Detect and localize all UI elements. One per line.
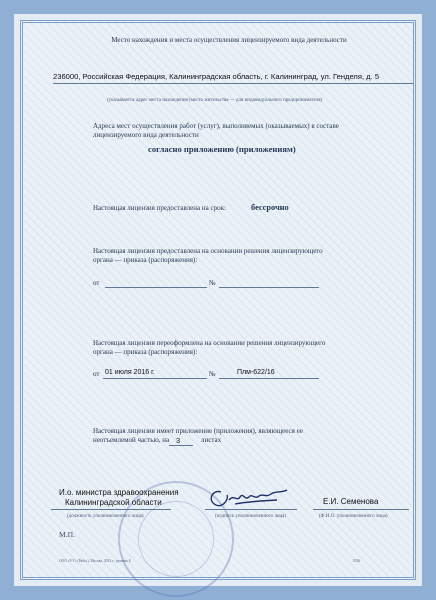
reissue-date: 01 июля 2016 г. — [105, 369, 155, 376]
handwritten-signature — [205, 485, 291, 511]
attachment-line1: Настоящая лицензия имеет приложение (приложения), являющееся ее — [93, 427, 303, 435]
grant-line1: Настоящая лицензия предоставлена на основании решения лицензирующего — [93, 247, 323, 255]
term-value: бессрочно — [251, 203, 289, 212]
position-note: (должность уполномоченного лица) — [67, 514, 144, 519]
works-heading-line1: Адреса мест осуществления работ (услуг), выполняемых (оказываемых) в составе — [93, 122, 339, 130]
address-value: 236000, Российская Федерация, Калининградская область, г. Калининград, ул. Генделя, д. 5 — [53, 72, 380, 81]
reissue-from-label: от — [93, 370, 100, 378]
document-frame — [20, 20, 416, 580]
name-underline — [313, 509, 409, 510]
signatory-position-line2: Калининградской области — [65, 498, 162, 507]
signature-note: (подпись уполномоченного лица) — [215, 514, 287, 519]
address-heading: Место нахождения и места осуществления лицензируемого вида деятельности — [111, 36, 347, 44]
reissue-number-label: № — [209, 370, 216, 378]
signatory-name: Е.И. Семенова — [323, 497, 379, 506]
form-code: 0336 — [353, 559, 361, 563]
reissue-number: Плм-622/16 — [237, 369, 275, 376]
reissue-number-line — [219, 378, 319, 379]
grant-line2: органа — приказа (распоряжения): — [93, 256, 198, 264]
attachment-count-line — [169, 445, 193, 446]
reissue-date-line — [103, 378, 207, 379]
printer-imprint: ООО «Р-Т» (Рябь»), Москва, 2013 г., уровень Б — [59, 559, 131, 563]
grant-date-line — [105, 287, 207, 288]
signature-underline — [205, 509, 297, 510]
address-note: (указывается адрес места нахождения (место жительства — для индивидуального предпринимателя) — [107, 98, 323, 103]
signatory-position-line1: И.о. министра здравоохранения — [59, 488, 179, 497]
reissue-line2: органа — приказа (распоряжения): — [93, 348, 198, 356]
reissue-line1: Настоящая лицензия переоформлена на основании решения лицензирующего — [93, 339, 326, 347]
grant-number-line — [219, 287, 319, 288]
grant-number-label: № — [209, 279, 216, 287]
seal-mark: М.П. — [59, 530, 76, 539]
works-heading-line2: лицензируемого вида деятельности — [93, 131, 199, 139]
term-label: Настоящая лицензия предоставлена на срок: — [93, 204, 226, 212]
name-note: (Ф.И.О. уполномоченного лица) — [319, 514, 388, 519]
position-underline — [51, 509, 171, 510]
attachment-line2-end: листах — [201, 436, 222, 444]
attachment-count: 3 — [176, 436, 181, 445]
works-value: согласно приложению (приложениям) — [148, 144, 296, 154]
attachment-line2-start: неотъемлемой частью, на — [93, 436, 170, 444]
address-underline — [53, 83, 413, 84]
grant-from-label: от — [93, 279, 100, 287]
